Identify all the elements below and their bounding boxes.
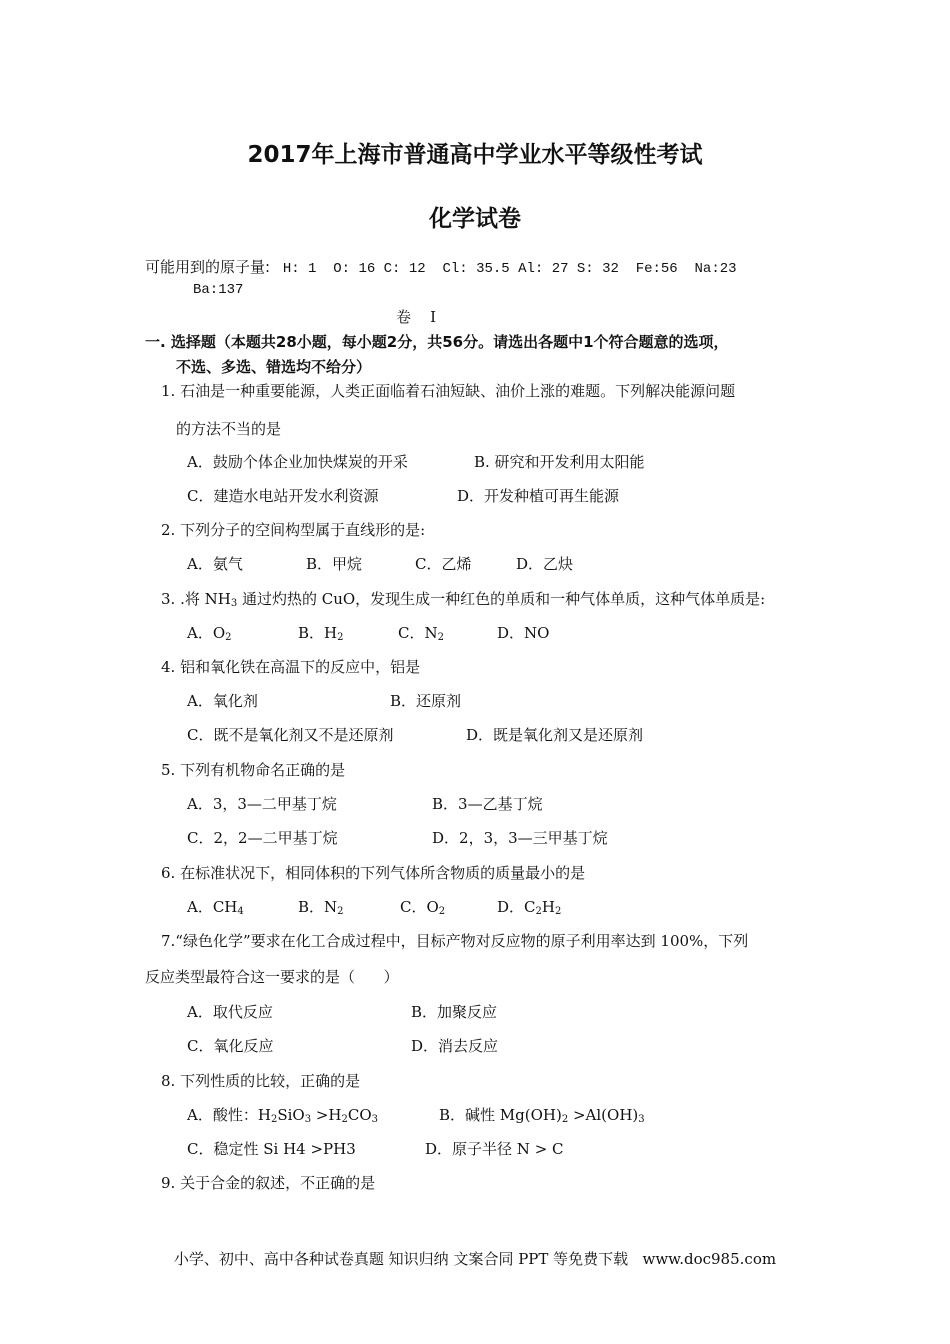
q5-option-a: A．3，3—二甲基丁烷: [187, 795, 337, 813]
q1-stem-cont: 的方法不当的是: [176, 420, 282, 438]
q8-stem: 8. 下列性质的比较，正确的是: [161, 1072, 361, 1090]
q1-option-d: D．开发种植可再生能源: [457, 487, 620, 505]
q3-option-a: A．$O_2$: [187, 624, 232, 643]
q6-option-c: C．$O_2$: [400, 898, 446, 917]
q7-stem: 7.“绿色化学”要求在化工合成过程中，目标产物对反应物的原子利用率达到 100%，下列: [161, 932, 749, 950]
q8-option-d: D．原子半径 N > C: [425, 1140, 564, 1158]
atomic-mass-values: H: 1 O: 16 C: 12 Cl: 35.5 Al: 27 S: 32 Fe:56 Na:23: [282, 261, 737, 277]
q7-option-b: B．加聚反应: [411, 1003, 498, 1021]
q7-option-d: D．消去反应: [411, 1037, 499, 1055]
q6-option-d: D．$C_2H_2$: [497, 898, 562, 917]
atomic-mass-line: [145, 256, 737, 277]
q4-option-c: C．既不是氧化剂又不是还原剂: [187, 726, 394, 744]
q3-option-d: D．NO: [497, 624, 550, 642]
q1-option-c: C．建造水电站开发水利资源: [187, 487, 379, 505]
q5-option-d: D．2，3，3—三甲基丁烷: [432, 829, 608, 847]
q7-option-c: C．氧化反应: [187, 1037, 274, 1055]
section-heading: 一. 选择题（本题共28小题，每小题2分，共56分。请选出各题中1个符合题意的选项，: [145, 333, 729, 351]
q2-stem: 2. 下列分子的空间构型属于直线形的是:: [161, 521, 426, 539]
q7-stem-cont: 反应类型最符合这一要求的是（ ）: [145, 968, 399, 986]
section-label: 卷 I: [396, 308, 436, 326]
q2-option-d: D．乙炔: [516, 555, 574, 573]
q8-option-c: C．稳定性 Si H4 >PH3: [187, 1140, 356, 1158]
page-subtitle: 化学试卷: [429, 206, 521, 232]
q3-option-c: C．$N_2$: [398, 624, 444, 643]
q2-option-a: A．氨气: [187, 555, 243, 573]
q9-stem: 9. 关于合金的叙述，不正确的是: [161, 1174, 376, 1192]
q1-option-b: B. 研究和开发利用太阳能: [474, 453, 645, 471]
q4-option-b: B．还原剂: [390, 692, 462, 710]
q6-option-a: A．$CH_4$: [187, 898, 244, 917]
q5-stem: 5. 下列有机物命名正确的是: [161, 761, 346, 779]
q4-stem: 4. 铝和氧化铁在高温下的反应中，铝是: [161, 658, 421, 676]
q5-option-c: C．2，2—二甲基丁烷: [187, 829, 338, 847]
q2-option-b: B．甲烷: [306, 555, 363, 573]
q3-option-b: B．$H_2$: [298, 624, 344, 643]
q8-option-a: A．酸性：$H_2SiO_3 >H_2CO_3$: [187, 1106, 379, 1125]
q6-stem: 6. 在标准状况下，相同体积的下列气体所含物质的质量最小的是: [161, 864, 586, 882]
q4-option-a: A．氧化剂: [187, 692, 258, 710]
q1-option-a: A．鼓励个体企业加快煤炭的开采: [187, 453, 408, 471]
q4-option-d: D．既是氧化剂又是还原剂: [466, 726, 644, 744]
atomic-mass-values-cont: Ba:137: [193, 282, 244, 298]
q7-option-a: A．取代反应: [187, 1003, 273, 1021]
q1-stem: 1. 石油是一种重要能源，人类正面临着石油短缺、油价上涨的难题。下列解决能源问题: [161, 382, 736, 400]
section-heading-cont: 不选、多选、错选均不给分）: [176, 358, 372, 376]
q3-stem: 3. .将 $NH_3$ 通过灼热的 CuO，发现生成一种红色的单质和一种气体单质，这种气体单质是:: [161, 590, 766, 609]
q2-option-c: C．乙烯: [415, 555, 472, 573]
page-title: 2017年上海市普通高中学业水平等级性考试: [247, 142, 703, 168]
q5-option-b: B．3—乙基丁烷: [432, 795, 543, 813]
atomic-mass-label: 可能用到的原子量:: [145, 258, 271, 276]
page-footer: 小学、初中、高中各种试卷真题 知识归纳 文案合同 PPT 等免费下载 www.doc985.com: [173, 1250, 777, 1268]
q8-option-b: B．碱性 $Mg(OH)_2 >Al(OH)_3$: [439, 1106, 645, 1125]
q6-option-b: B．$N_2$: [298, 898, 344, 917]
